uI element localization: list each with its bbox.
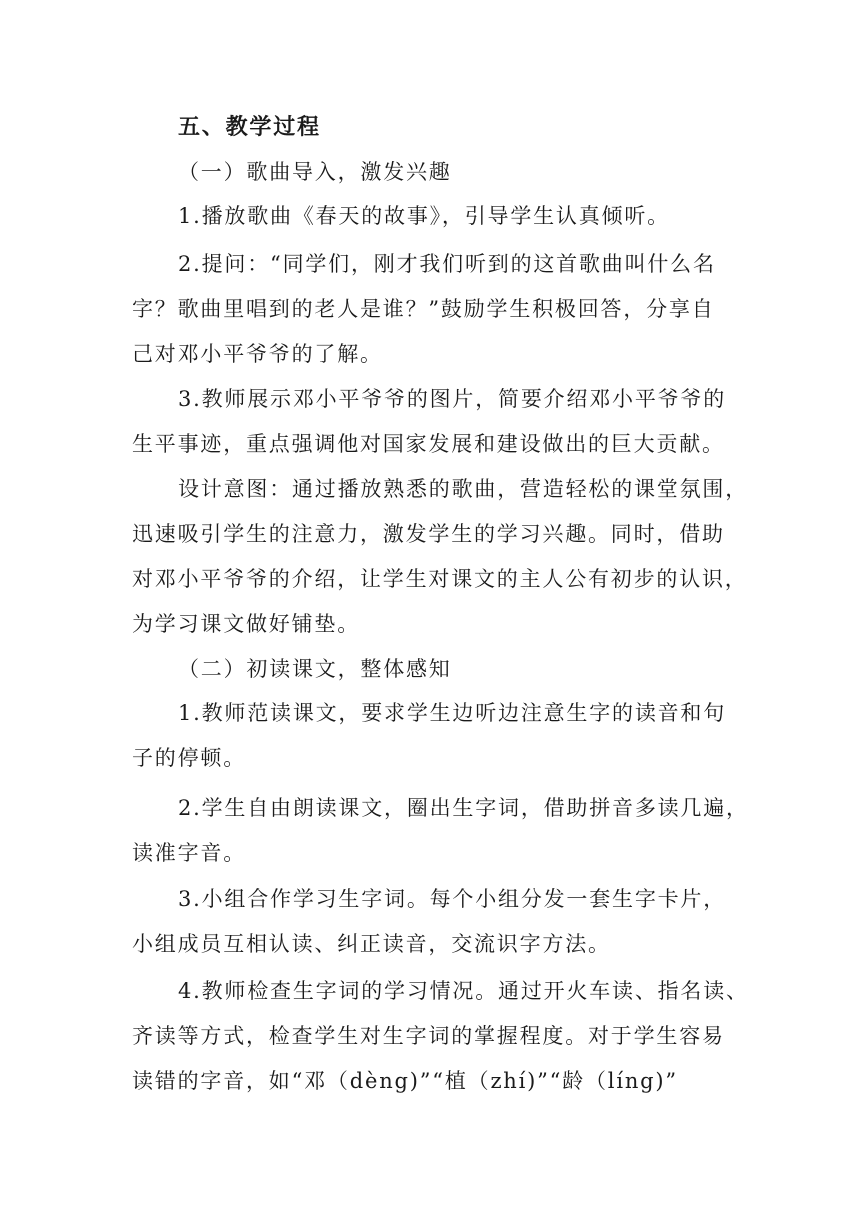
paragraph-line: 为学习课文做好铺垫。 <box>132 612 360 636</box>
paragraph-line: 齐读等方式，检查学生对生字词的掌握程度。对于学生容易 <box>132 1024 725 1048</box>
paragraph-line: 1.教师范读课文，要求学生边听边注意生字的读音和句 <box>178 701 727 725</box>
paragraph-line: 小组成员互相认读、纠正读音，交流识字方法。 <box>132 932 611 956</box>
subsection-title: （二）初读课文，整体感知 <box>178 657 452 681</box>
paragraph-line: 3.教师展示邓小平爷爷的图片，简要介绍邓小平爷爷的 <box>178 387 727 411</box>
paragraph-line: 对邓小平爷爷的介绍，让学生对课文的主人公有初步的认识， <box>132 567 748 591</box>
paragraph-line: 2.提问：“同学们，刚才我们听到的这首歌曲叫什么名 <box>178 252 716 276</box>
paragraph-line: 子的停顿。 <box>132 746 246 770</box>
paragraph-line: 生平事迹，重点强调他对国家发展和建设做出的巨大贡献。 <box>132 432 725 456</box>
paragraph-line: 己对邓小平爷爷的了解。 <box>132 342 383 366</box>
paragraph-line: 迅速吸引学生的注意力，激发学生的学习兴趣。同时，借助 <box>132 522 725 546</box>
paragraph-line: 2.学生自由朗读课文，圈出生字词，借助拼音多读几遍， <box>178 796 749 820</box>
paragraph-line: 1.播放歌曲《春天的故事》，引导学生认真倾听。 <box>178 204 670 228</box>
paragraph-line: 4.教师检查生字词的学习情况。通过开火车读、指名读、 <box>178 979 749 1003</box>
paragraph-line: 设计意图：通过播放熟悉的歌曲，营造轻松的课堂氛围， <box>178 477 748 501</box>
paragraph-line: 字？歌曲里唱到的老人是谁？”鼓励学生积极回答，分享自 <box>132 297 715 321</box>
paragraph-line: 3.小组合作学习生字词。每个小组分发一套生字卡片， <box>178 887 727 911</box>
paragraph-line: 读准字音。 <box>132 841 246 865</box>
paragraph-line: 读错的字音，如“邓（dèng)”“植（zhí)”“龄（líng)” <box>132 1069 678 1093</box>
subsection-title: （一）歌曲导入，激发兴趣 <box>178 160 452 184</box>
section-heading: 五、教学过程 <box>178 114 321 140</box>
